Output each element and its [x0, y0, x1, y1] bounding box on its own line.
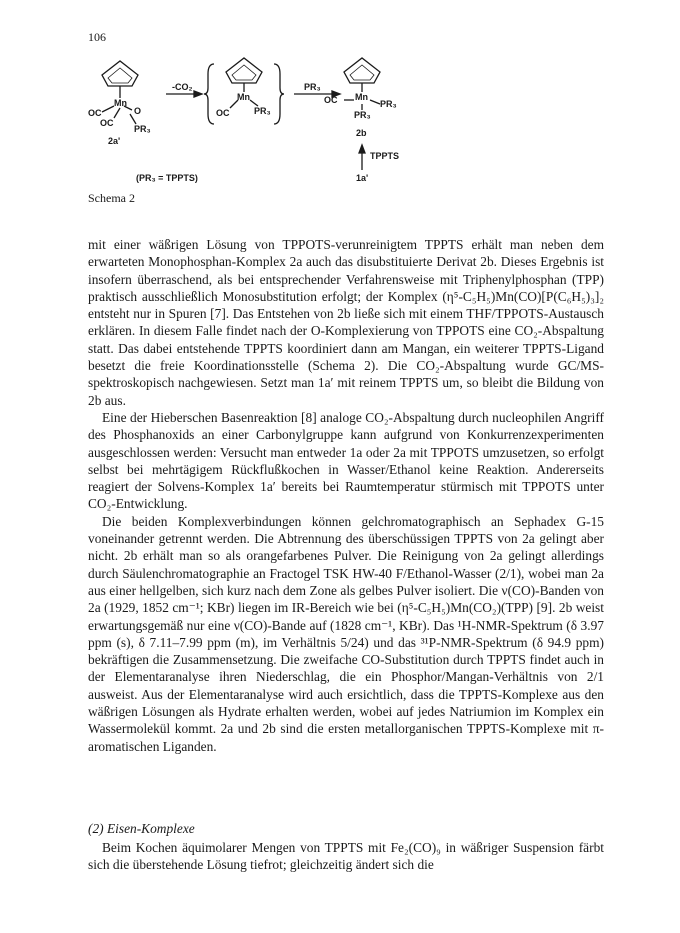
pr3-label-3a: PR₃ — [380, 99, 397, 109]
cp-ring-3 — [344, 58, 380, 83]
section-heading: (2) Eisen-Komplexe — [88, 821, 195, 836]
compound-1a-label: 1a' — [356, 173, 369, 183]
oc-label-1: OC — [88, 108, 102, 118]
scheme-caption: Schema 2 — [88, 191, 135, 205]
compound-2b-label: 2b — [356, 128, 367, 138]
oc-label-2: OC — [216, 108, 230, 118]
cp-ring-2 — [226, 58, 262, 83]
section-body — [88, 839, 604, 874]
pr3-label-2: PR₃ — [254, 106, 271, 116]
cp-ring-1 — [102, 61, 138, 86]
arrow-tppts-label: TPPTS — [370, 151, 400, 161]
mn-label-3: Mn — [355, 92, 368, 102]
body-text — [88, 236, 604, 755]
paragraph-1: mit einer wäßrigen Lösung von TPPOTS-verunreinigtem TPPTS erhält man neben dem erwarteten Monophosphan-Komplex 2a auch das disubstituierte Derivat 2b. Dieses Ergebnis ist insofern überraschend, als bei entsprechender Verfahrensweise mit Triphenylphosphan (TPP) praktisch ausschließlich Monosubstitution erfolgt; der Komplex (η⁵-C₅H₅)Mn(CO)[P(C₆H₅)₃]₂ entsteht nur in Spuren [7]. Das Entstehen von 2b ließe sich mit einem THF/TPPOTS-Austausch erklären. In diesem Falle findet nach der O-Komplexierung von TPPOTS eine CO₂-Abspaltung statt. Das dabei entstehende TPPTS koordiniert dann am Mangan, ein weiterer TPPTS-Ligand besetzt die freie Koordinationsstelle (Schema 2). Die CO₂-Abspaltung wurde GC/MS-spektroskopisch nachgewiesen. Setzt man 1a′ mit reinem TPPTS um, so bleibt die Bildung von 2b aus. — [88, 237, 604, 408]
oc-label-1b: OC — [100, 118, 114, 128]
o-label: O — [134, 106, 142, 116]
mn-label-2: Mn — [237, 92, 250, 102]
page-number: 106 — [88, 30, 106, 44]
section-paragraph: Beim Kochen äquimolarer Mengen von TPPTS mit Fe₂(CO)₉ in wäßriger Suspension färbt sich die überstehende Lösung tiefrot; gleichzeitig ändert sich die — [88, 840, 604, 873]
paragraph-2: Eine der Hieberschen Basenreaktion [8] analoge CO₂-Abspaltung durch nucleophilen Angriff des Phosphanoxids an einer Carbonylgruppe kann aufgrund von Konkurrenzexperimenten ausgeschlossen werden: Versucht man entweder 1a oder 2a mit TPPOTS umzusetzen, so erfolgt selbst bei mehrtägigem Rückflußkochen in Wasser/Ethanol keine Reaktion. Andererseits reagiert der Solvens-Komplex 1a′ bereits bei Raumtemperatur stürmisch mit TPPOTS unter CO₂-Entwicklung. — [88, 409, 604, 512]
reaction-scheme — [88, 48, 608, 248]
pr3-legend: (PR₃ = TPPTS) — [136, 173, 198, 183]
arrow-pr3-label: PR₃ — [304, 82, 321, 92]
pr3-label-1: PR₃ — [134, 124, 151, 134]
mn-label-1: Mn — [114, 98, 127, 108]
arrow-co2-label: -CO₂ — [172, 82, 193, 92]
compound-2a-label: 2a' — [108, 136, 121, 146]
paragraph-3: Die beiden Komplexverbindungen können gelchromatographisch an Sephadex G-15 voneinander getrennt werden. Die Abtrennung des überschüssigen TPPTS von 2a gelingt aber nicht. 2b erhält man so als orangefarbenes Pulver. Die Reinigung von 2a gelingt allerdings durch Säulenchromatographie an Fractogel TSK HW-40 F/Ethanol-Wasser (2/1), wobei man 2a aus einer hellgelben, sich kurz nach dem Zone als gelbes Pulver isoliert. Die ν(CO)-Banden von 2a (1929, 1852 cm⁻¹; KBr) liegen im IR-Bereich wie bei (η⁵-C₅H₅)Mn(CO₂)(TPP) [9]. 2b weist erwartungsgemäß nur eine ν(CO)-Bande auf (1828 cm⁻¹, KBr). Das ¹H-NMR-Spektrum (δ 3.97 ppm (s), δ 7.11–7.99 ppm (m), im Verhältnis 5/24) und das ³¹P-NMR-Spektrum (δ 94.9 ppm) bekräftigen die Zusammensetzung. Die zweifache CO-Substitution durch TPPTS findet auch in der Elementaranalyse ihren Niederschlag, die ein Phosphor/Mangan-Verhältnis von 2/1 ausweist. Aus der Elementaranalyse wird auch ersichtlich, dass die TPPTS-Komplexe aus den wäßrigen Lösungen als Hydrate erhalten werden, wobei auf jedes Natriumion im Komplex ein Wassermolekül kommt. 2a und 2b sind die ersten metallorganischen TPPTS-Komplexe mit π-aromatischen Liganden. — [88, 513, 604, 754]
pr3-label-3b: PR₃ — [354, 110, 371, 120]
oc-label-3: OC — [324, 95, 338, 105]
